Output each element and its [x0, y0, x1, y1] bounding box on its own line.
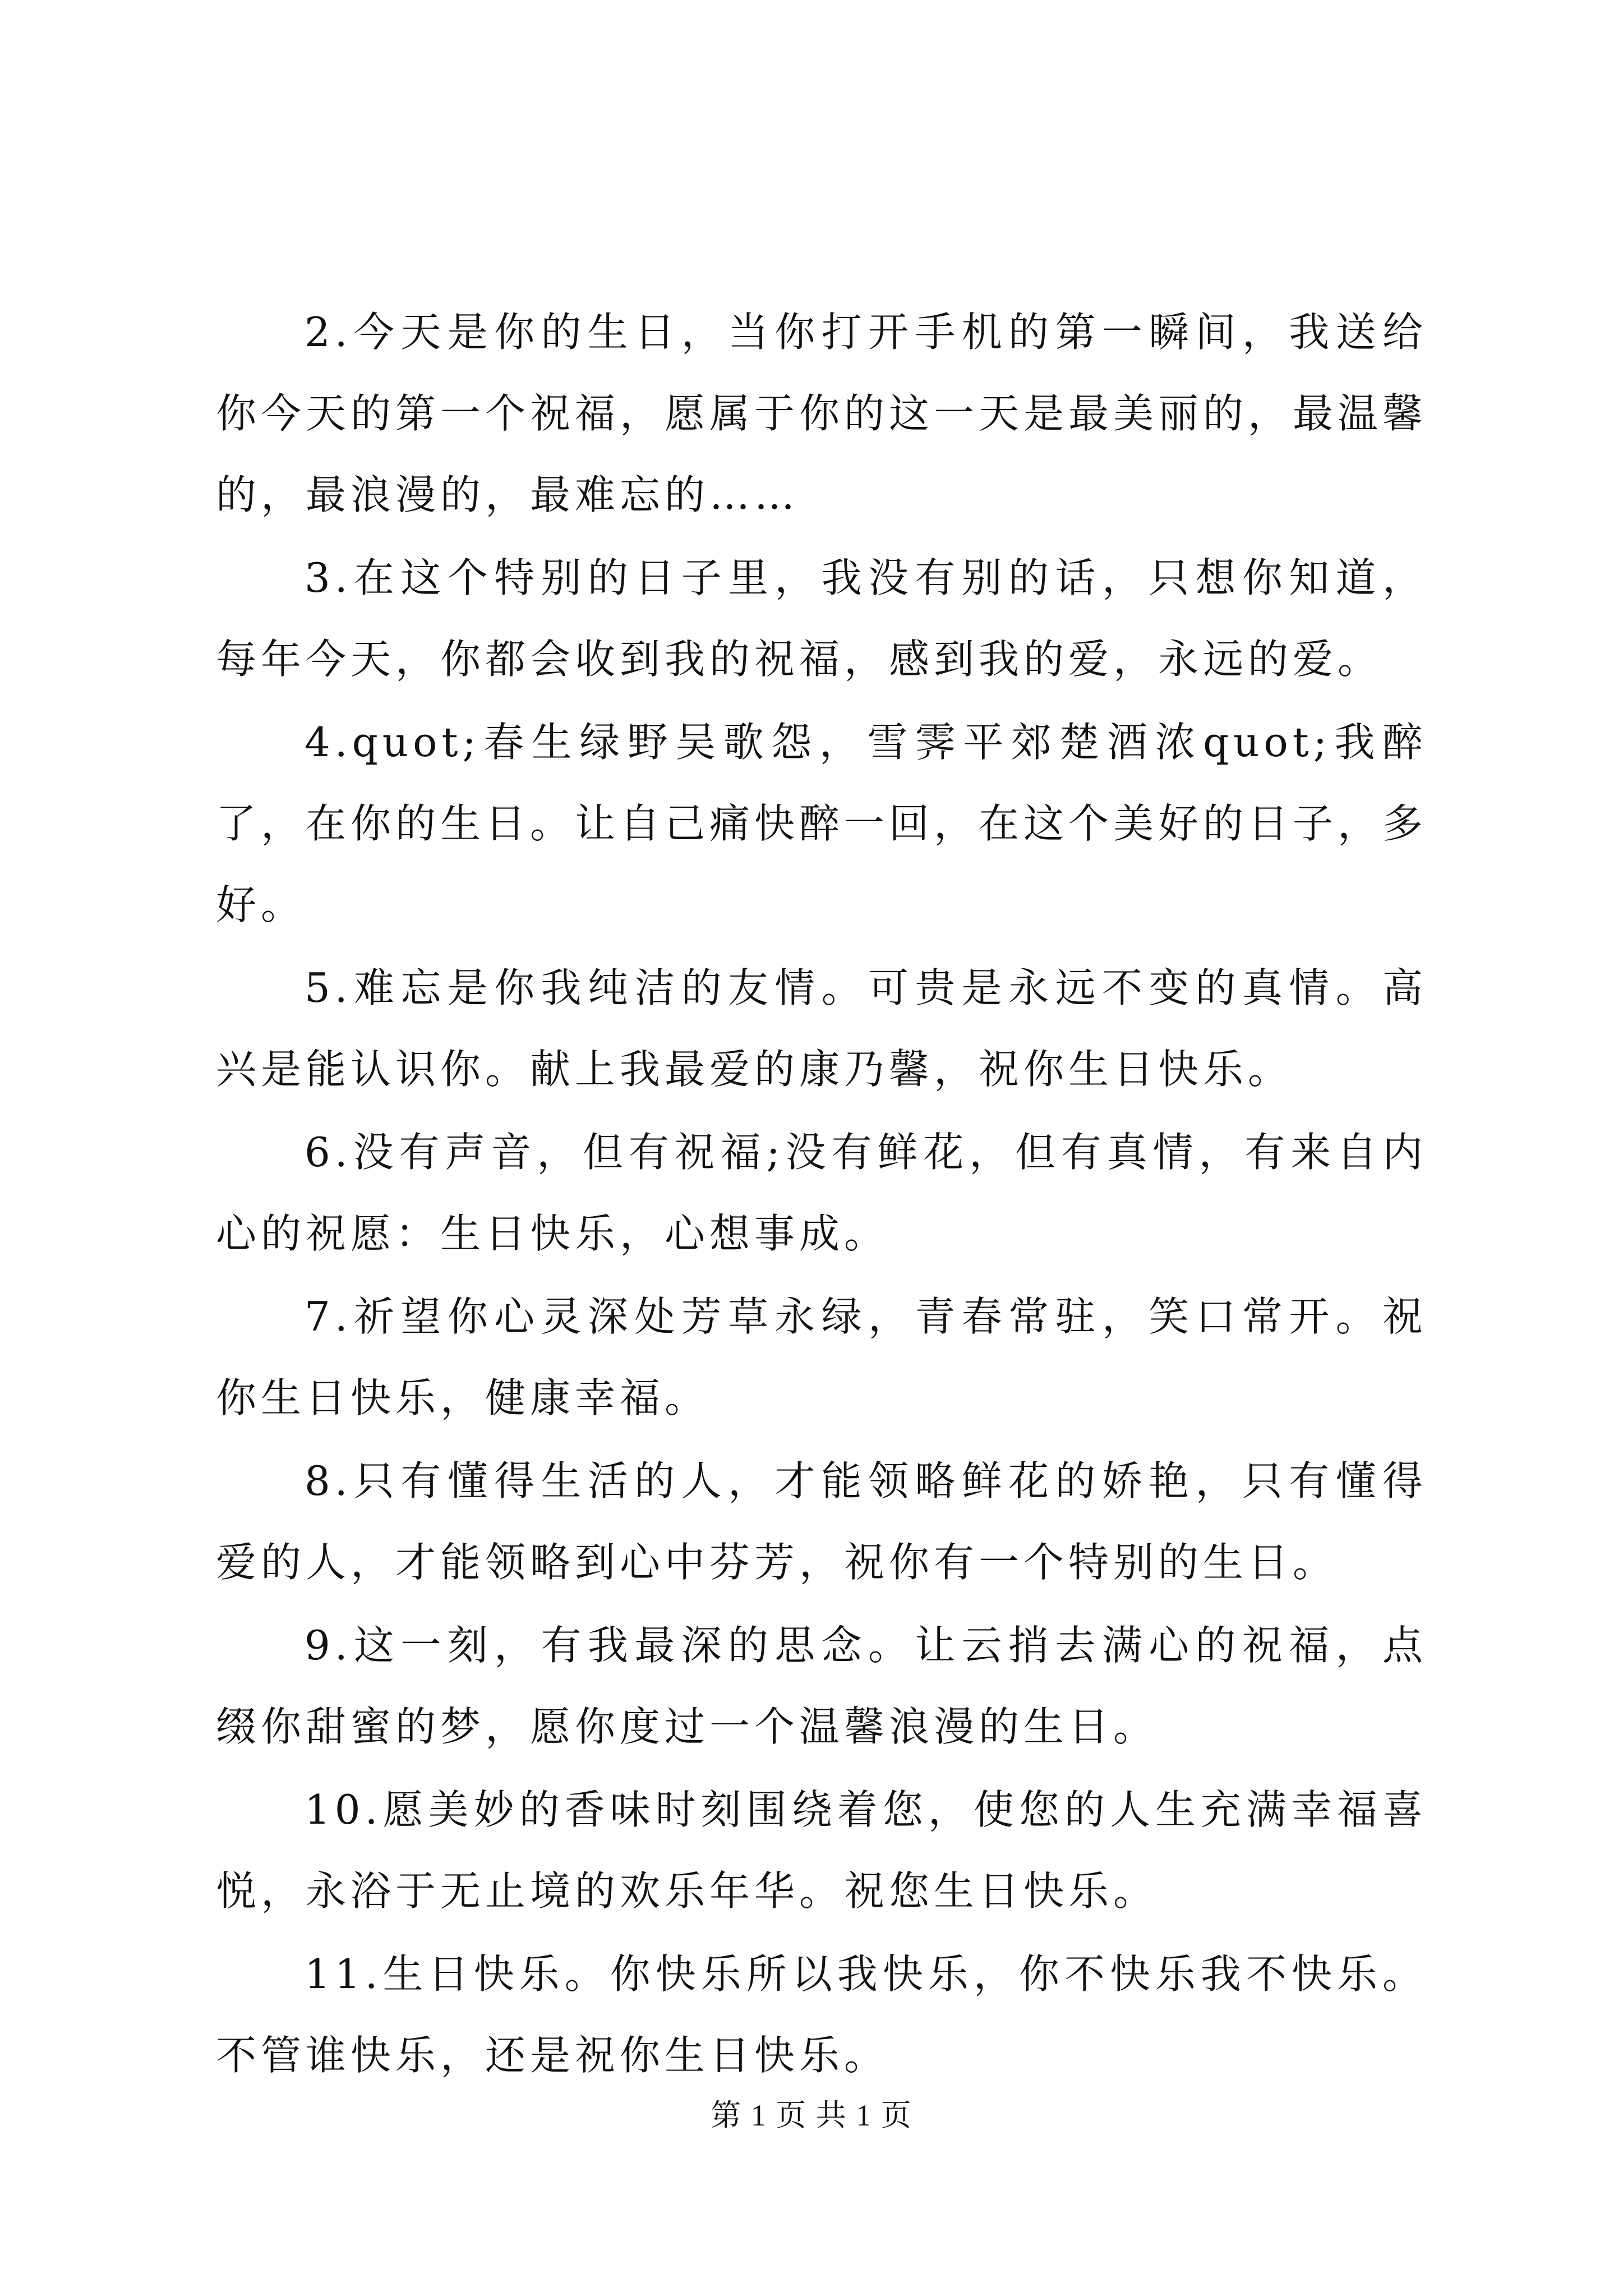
- paragraph-11: 11.生日快乐。你快乐所以我快乐，你不快乐我不快乐。不管谁快乐，还是祝你生日快乐。: [216, 1950, 1427, 2079]
- paragraph-8: 8.只有懂得生活的人，才能领略鲜花的娇艳，只有懂得爱的人，才能领略到心中芬芳，祝你有一个特别的生日。: [216, 1457, 1427, 1586]
- paragraph-9: 9.这一刻，有我最深的思念。让云捎去满心的祝福，点缀你甜蜜的梦，愿你度过一个温馨浪漫的生日。: [216, 1622, 1427, 1750]
- paragraph-10: 10.愿美妙的香味时刻围绕着您，使您的人生充满幸福喜悦，永浴于无止境的欢乐年华。祝您生日快乐。: [216, 1786, 1427, 1915]
- paragraph-3: 3.在这个特别的日子里，我没有别的话，只想你知道，每年今天，你都会收到我的祝福，感到我的爱，永远的爱。: [216, 554, 1427, 683]
- paragraph-7: 7.祈望你心灵深处芳草永绿，青春常驻，笑口常开。祝你生日快乐，健康幸福。: [216, 1293, 1427, 1421]
- page-footer: 第 1 页 共 1 页: [711, 2099, 912, 2132]
- paragraph-4: 4.quot;春生绿野吴歌怨，雪霁平郊楚酒浓quot;我醉了，在你的生日。让自己痛快醉一回，在这个美好的日子，多好。: [216, 719, 1428, 928]
- paragraph-6: 6.没有声音，但有祝福;没有鲜花，但有真情，有来自内心的祝愿：生日快乐，心想事成。: [216, 1129, 1427, 1257]
- document-body: [216, 292, 1427, 2098]
- paragraph-2: 2.今天是你的生日，当你打开手机的第一瞬间，我送给你今天的第一个祝福，愿属于你的这一天是最美丽的，最温馨的，最浪漫的，最难忘的……: [216, 309, 1428, 518]
- paragraph-5: 5.难忘是你我纯洁的友情。可贵是永远不变的真情。高兴是能认识你。献上我最爱的康乃馨，祝你生日快乐。: [216, 964, 1427, 1093]
